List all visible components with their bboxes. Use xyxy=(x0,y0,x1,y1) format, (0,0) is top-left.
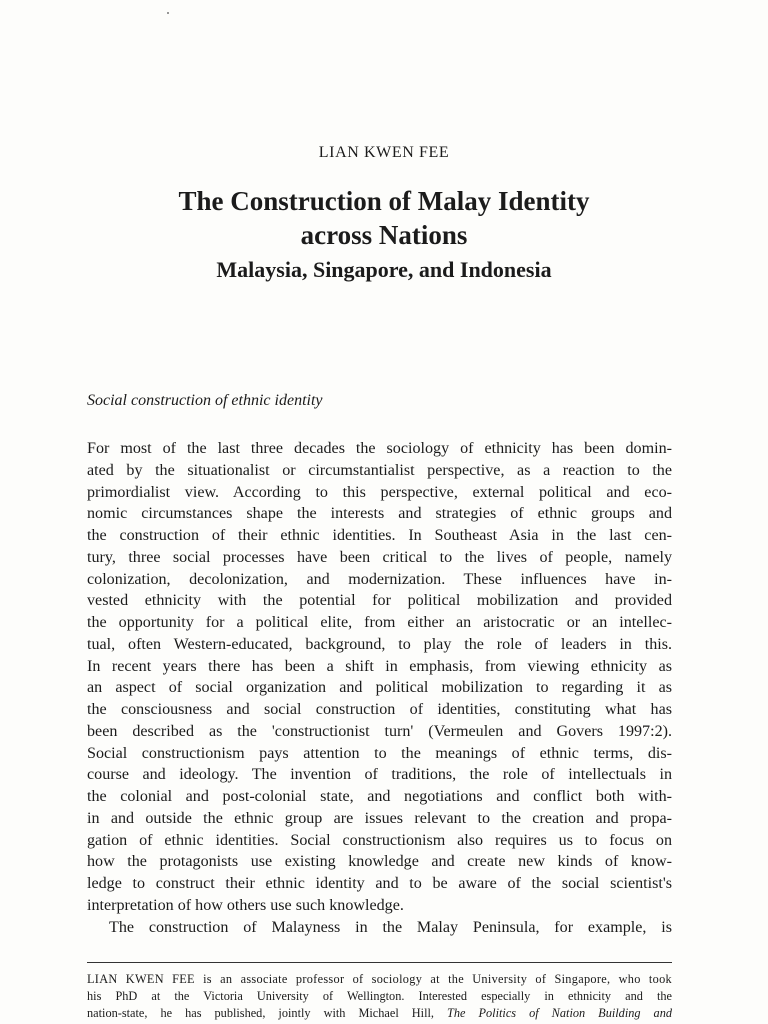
paragraph-line: gation of ethnic identities. Social constructionism also requires us to focus on xyxy=(87,831,672,849)
paragraph-line: primordialist view. According to this perspective, external political and eco- xyxy=(87,483,672,501)
footnote-line: his PhD at the Victoria University of Wellington. Interested especially in ethnicity and the xyxy=(87,989,672,1003)
article-subtitle: Malaysia, Singapore, and Indonesia xyxy=(216,257,552,282)
author-footnote xyxy=(87,971,672,1022)
book-title: The Politics of Nation Building and xyxy=(447,1006,673,1020)
paragraph-line: vested ethnicity with the potential for political mobilization and provided xyxy=(87,592,672,610)
section-heading: Social construction of ethnic identity xyxy=(87,392,323,409)
paragraph-line: in and outside the ethnic group are issues relevant to the creation and propa- xyxy=(87,809,672,827)
paragraph-line: nomic circumstances shape the interests and strategies of ethnic groups and xyxy=(87,505,672,523)
paragraph-line: colonization, decolonization, and modernization. These influences have in- xyxy=(87,570,672,588)
article-title-line-2: across Nations xyxy=(300,220,468,250)
paragraph-line: tual, often Western-educated, background, to play the role of leaders in this. xyxy=(87,635,672,653)
paragraph-line: tury, three social processes have been critical to the lives of people, namely xyxy=(87,548,672,566)
author-name: LIAN KWEN FEE xyxy=(318,144,450,161)
footnote-line: nation-state, he has published, jointly with Michael Hill, The Politics of Nation Building and xyxy=(87,1006,673,1020)
paragraph-line: been described as the 'constructionist turn' (Vermeulen and Govers 1997:2). xyxy=(87,722,672,740)
paragraph-line: ledge to construct their ethnic identity and to be aware of the social scientist's xyxy=(87,875,672,892)
article-title-line-1: The Construction of Malay Identity xyxy=(178,186,590,216)
article-title xyxy=(0,184,768,252)
body-paragraphs xyxy=(87,438,672,938)
footnote-rule xyxy=(87,962,672,963)
paragraph-line: the construction of their ethnic identities. In Southeast Asia in the last cen- xyxy=(87,527,672,544)
paragraph-line: interpretation of how others use such knowledge. xyxy=(87,896,404,914)
paragraph-line: The construction of Malayness in the Malay Peninsula, for example, is xyxy=(109,918,672,936)
paragraph-line: Social constructionism pays attention to the meanings of ethnic terms, dis- xyxy=(87,744,672,762)
paragraph-line: the opportunity for a political elite, from either an aristocratic or an intellec- xyxy=(87,614,672,631)
paragraph-line: In recent years there has been a shift in emphasis, from viewing ethnicity as xyxy=(87,657,672,675)
paragraph-line: ated by the situationalist or circumstantialist perspective, as a reaction to the xyxy=(87,461,672,479)
footnote-line: LIAN KWEN FEE is an associate professor of sociology at the University of Singapore, who took xyxy=(87,972,672,986)
paragraph-line: the colonial and post-colonial state, and negotiations and conflict both with- xyxy=(87,788,672,805)
paragraph-line: how the protagonists use existing knowledge and create new kinds of know- xyxy=(87,853,672,871)
paragraph-line: For most of the last three decades the sociology of ethnicity has been domin- xyxy=(87,440,672,457)
scan-speck xyxy=(167,12,169,14)
paragraph-line: the consciousness and social construction of identities, constituting what has xyxy=(87,701,672,718)
paragraph-line: an aspect of social organization and political mobilization to regarding it as xyxy=(87,679,672,697)
paragraph-line: course and ideology. The invention of traditions, the role of intellectuals in xyxy=(87,766,672,784)
